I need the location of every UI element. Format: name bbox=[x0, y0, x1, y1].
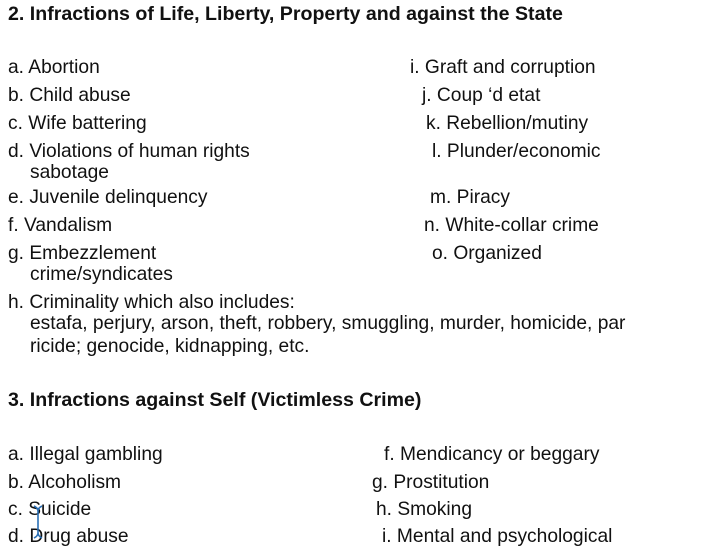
item-d-human-rights: d. Violations of human rights bbox=[8, 141, 250, 162]
item-k-rebellion: k. Rebellion/mutiny bbox=[426, 113, 589, 134]
item-a-abortion: a. Abortion bbox=[8, 57, 100, 78]
item-o-wrap-syndicates: crime/syndicates bbox=[30, 264, 173, 285]
item-c-wife-battering: c. Wife battering bbox=[8, 113, 147, 134]
item-f-vandalism: f. Vandalism bbox=[8, 215, 113, 236]
item-g-embezzlement: g. Embezzlement bbox=[8, 243, 157, 264]
item-a-illegal-gambling: a. Illegal gambling bbox=[8, 444, 163, 465]
section-3-heading: 3. Infractions against Self (Victimless Crime) bbox=[8, 389, 422, 411]
item-h-smoking: h. Smoking bbox=[376, 499, 472, 520]
item-n-white-collar: n. White-collar crime bbox=[424, 215, 599, 236]
item-l-wrap-sabotage: sabotage bbox=[30, 162, 109, 183]
text-cursor-icon bbox=[33, 505, 43, 539]
item-f-mendicancy: f. Mendicancy or beggary bbox=[384, 444, 600, 465]
item-m-piracy: m. Piracy bbox=[430, 187, 510, 208]
item-b-child-abuse: b. Child abuse bbox=[8, 85, 131, 106]
item-g-prostitution: g. Prostitution bbox=[372, 472, 490, 493]
item-l-plunder: l. Plunder/economic bbox=[432, 141, 601, 162]
item-e-juvenile: e. Juvenile delinquency bbox=[8, 187, 208, 208]
item-h-criminality: h. Criminality which also includes: bbox=[8, 292, 295, 313]
item-d-drug-abuse: d. Drug abuse bbox=[8, 526, 129, 547]
item-c-suicide: c. Suicide bbox=[8, 499, 92, 520]
item-j-coup: j. Coup ‘d etat bbox=[422, 85, 541, 106]
section-2-heading: 2. Infractions of Life, Liberty, Property and against the State bbox=[8, 3, 563, 25]
item-i-graft: i. Graft and corruption bbox=[410, 57, 596, 78]
item-i-mental: i. Mental and psychological bbox=[382, 526, 613, 547]
item-b-alcoholism: b. Alcoholism bbox=[8, 472, 122, 493]
criminality-detail-line-2: ricide; genocide, kidnapping, etc. bbox=[30, 336, 310, 357]
criminality-detail-line-1: estafa, perjury, arson, theft, robbery, smuggling, murder, homicide, par bbox=[30, 313, 626, 334]
item-o-organized: o. Organized bbox=[432, 243, 542, 264]
